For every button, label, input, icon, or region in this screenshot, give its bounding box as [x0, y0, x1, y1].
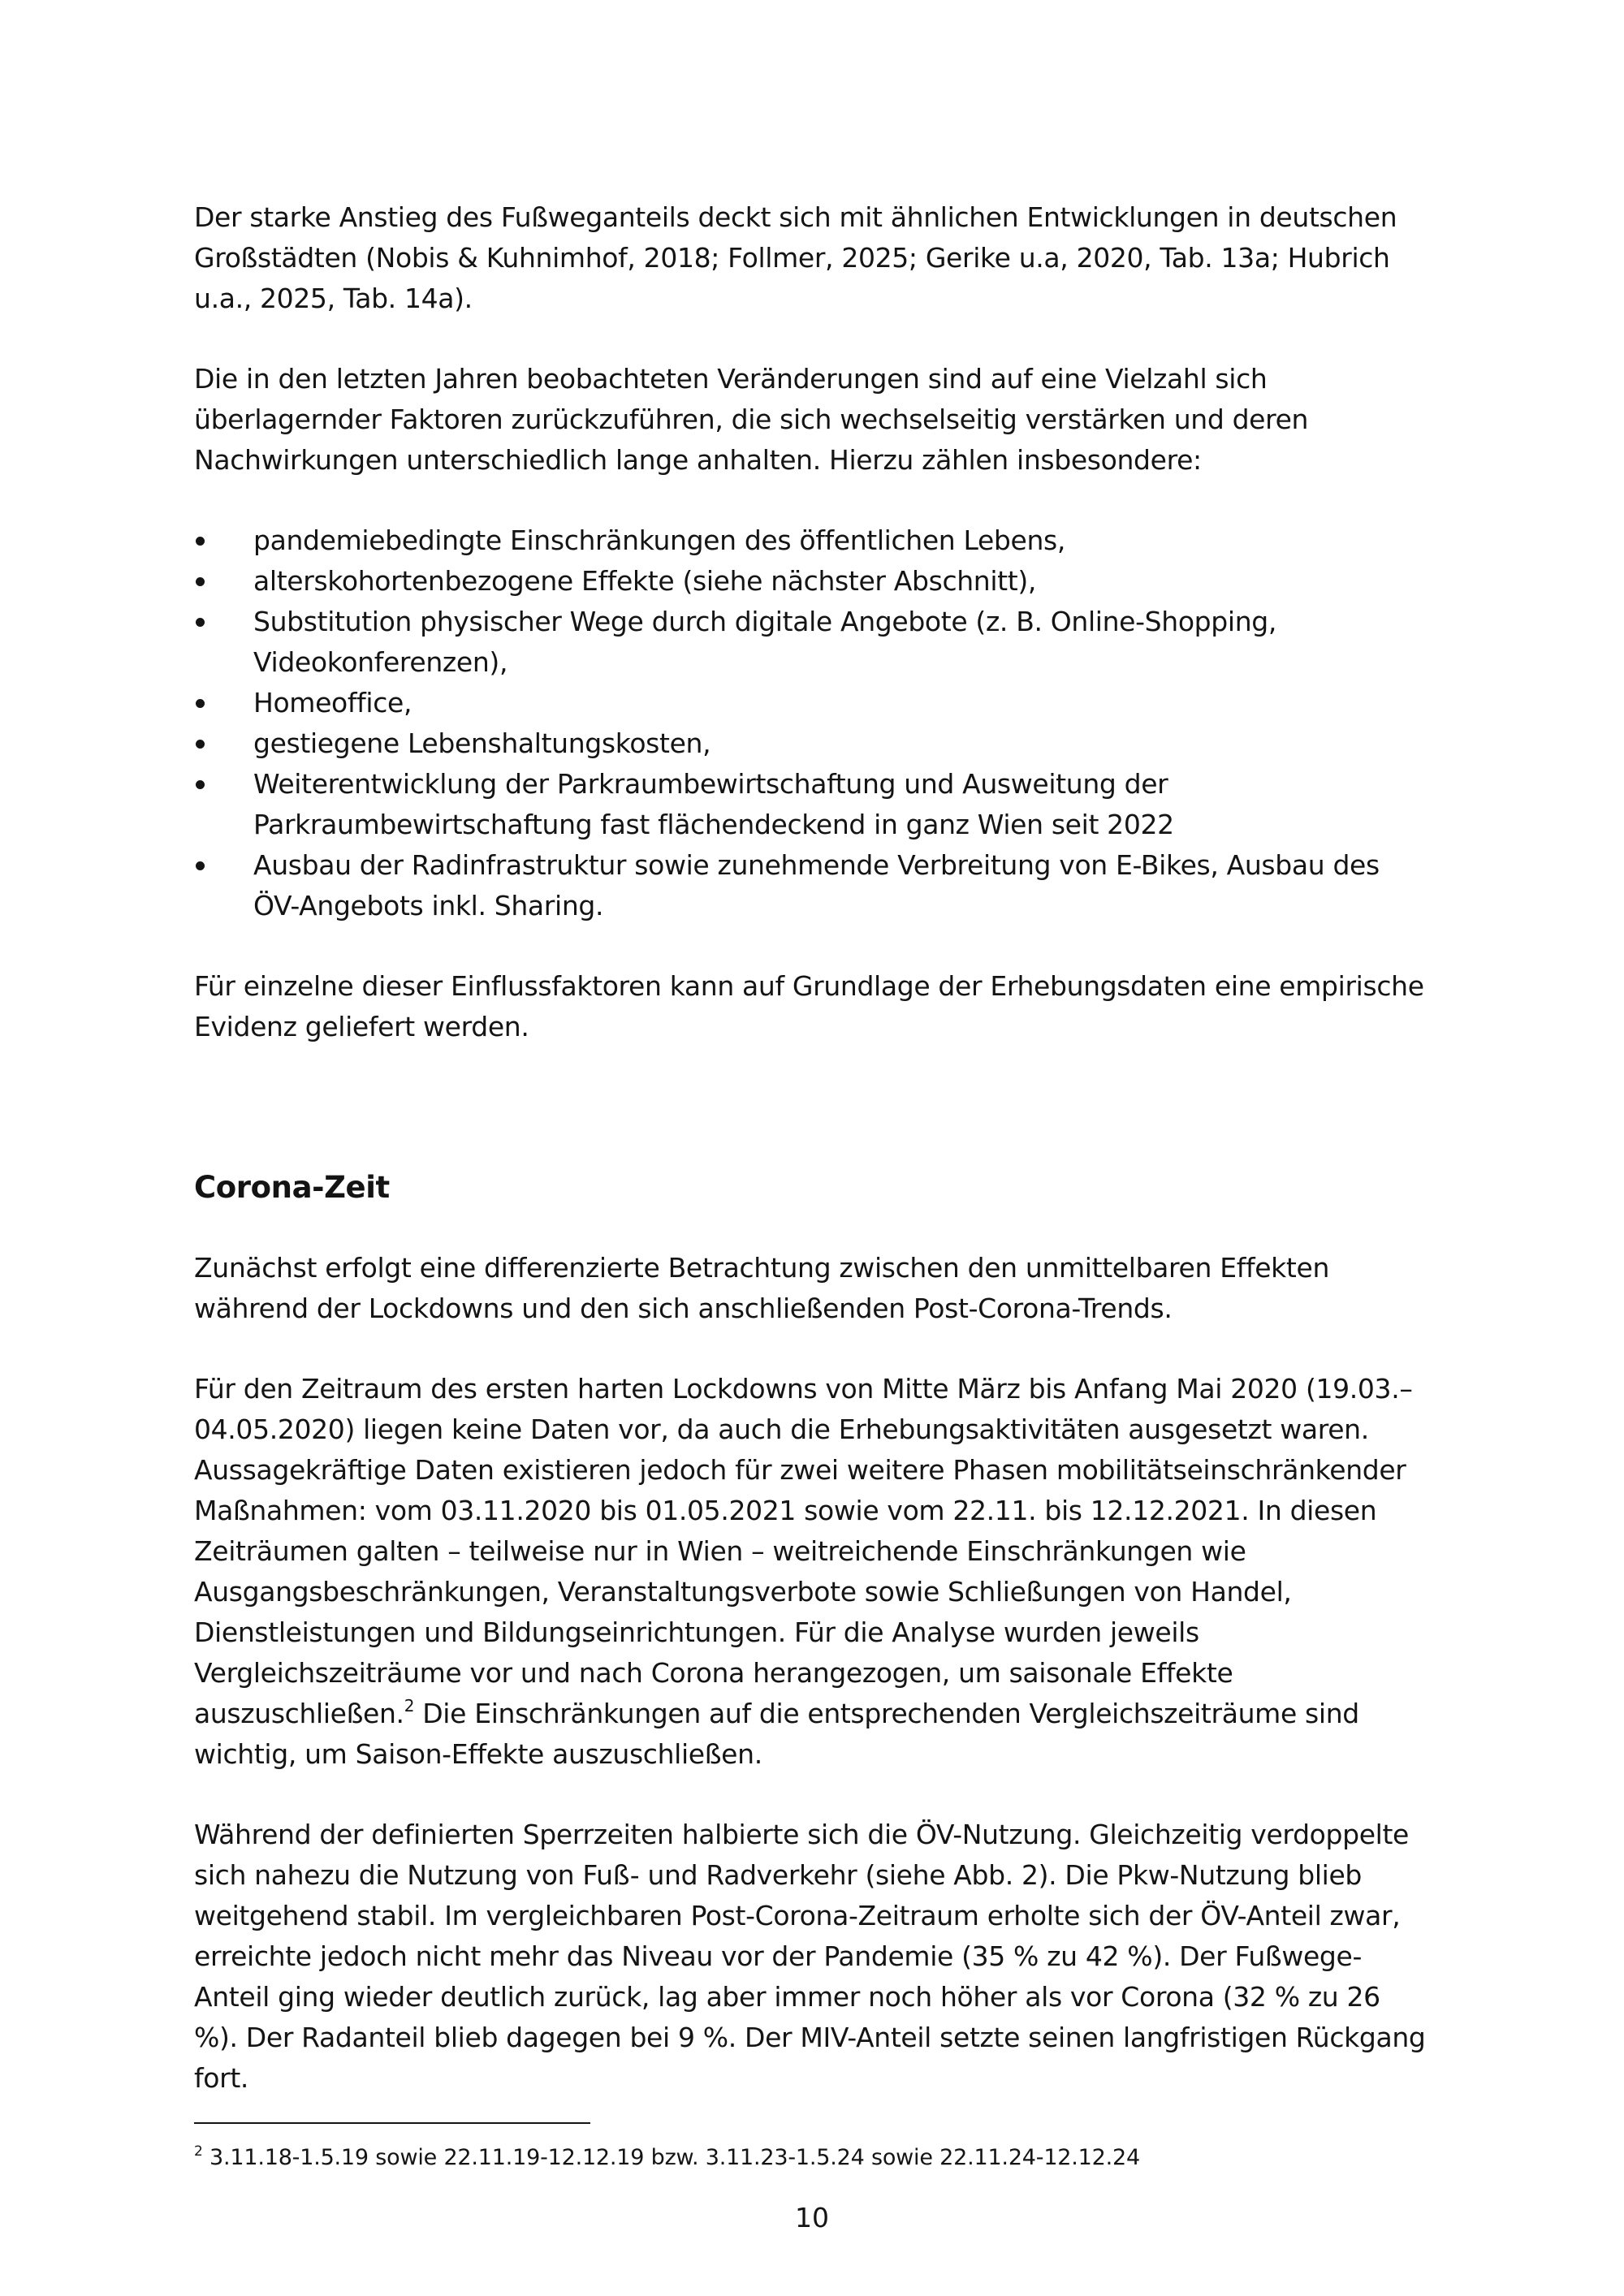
section-paragraph-2-text: Für den Zeitraum des ersten harten Lockdowns von Mitte März bis Anfang Mai 2020 (19.03.–04.05.2020) liegen keine Daten vor, da auch die Erhebungsaktivitäten ausgesetzt waren. Aussagekräftige Daten existieren jedoch für zwei weitere Phasen mobilitätseinschränkender Maßnahmen: vom 03.11.2020 bis 01.05.2021 sowie vom 22.11. bis 12.12.2021. In diesen Zeiträumen galten – teilweise nur in Wien – weitreichende Einschränkungen wie Ausgangsbeschränkungen, Veranstaltungsverbote sowie Schließungen von Handel, Dienstleistungen und Bildungseinrichtungen. Für die Analyse wurden jeweils Vergleichszeiträume vor und nach Corona herangezogen, um saisonale Effekte auszuschließen. — [194, 1373, 1413, 1729]
list-item — [194, 845, 1430, 926]
list-item-text: Weiterentwicklung der Parkraumbewirtschaftung und Ausweitung der Parkraumbewirtschaftung fast flächendeckend in ganz Wien seit 2022 — [253, 768, 1174, 840]
bullet-icon — [196, 740, 205, 749]
list-item — [194, 602, 1430, 683]
list-item-text: gestiegene Lebenshaltungskosten, — [253, 727, 711, 759]
bullet-icon — [196, 577, 205, 586]
footnote-divider — [194, 2122, 590, 2124]
section-paragraph-3: Während der definierten Sperrzeiten halbierte sich die ÖV-Nutzung. Gleichzeitig verdoppelte sich nahezu die Nutzung von Fuß- und Radverkehr (siehe Abb. 2). Die Pkw-Nutzung blieb weitgehend stabil. Im vergleichbaren Post-Corona-Zeitraum erholte sich der ÖV-Anteil zwar, erreichte jedoch nicht mehr das Niveau vor der Pandemie (35 % zu 42 %). Der Fußwege-Anteil ging wieder deutlich zurück, lag aber immer noch höher als vor Corona (32 % zu 26 %). Der Radanteil blieb dagegen bei 9 %. Der MIV-Anteil setzte seinen langfristigen Rückgang fort. — [194, 1819, 1426, 2094]
section-paragraph-2 — [194, 1369, 1430, 1775]
list-item-text: Homeoffice, — [253, 687, 412, 719]
intro-paragraph-1: Der starke Anstieg des Fußweganteils deckt sich mit ähnlichen Entwicklungen in deutschen Großstädten (Nobis & Kuhnimhof, 2018; Follmer, 2025; Gerike u.a, 2020, Tab. 13a; Hubrich u.a., 2025, Tab. 14a). — [194, 201, 1397, 314]
section-paragraph-2-text-continued: Die Einschränkungen auf die entsprechenden Vergleichszeiträume sind wichtig, um Saison-Effekte auszuschließen. — [194, 1698, 1359, 1770]
footnote-text: 3.11.18-1.5.19 sowie 22.11.19-12.12.19 bzw. 3.11.23-1.5.24 sowie 22.11.24-12.12.24 — [209, 2145, 1140, 2170]
bullet-icon — [196, 699, 205, 708]
evidence-paragraph: Für einzelne dieser Einflussfaktoren kann auf Grundlage der Erhebungsdaten eine empirische Evidenz geliefert werden. — [194, 970, 1424, 1042]
bullet-icon — [196, 537, 205, 546]
section-paragraph-1: Zunächst erfolgt eine differenzierte Betrachtung zwischen den unmittelbaren Effekten während der Lockdowns und den sich anschließenden Post-Corona-Trends. — [194, 1252, 1330, 1324]
list-item — [194, 561, 1430, 602]
footnote-reference[interactable]: 2 — [404, 1696, 415, 1716]
list-item — [194, 764, 1430, 845]
list-item-text: Ausbau der Radinfrastruktur sowie zunehmende Verbreitung von E-Bikes, Ausbau des ÖV-Angebots inkl. Sharing. — [253, 849, 1380, 921]
page-body — [194, 197, 1430, 2099]
page-number: 10 — [795, 2202, 829, 2233]
bullet-icon — [196, 780, 205, 789]
section-heading: Corona-Zeit — [194, 1170, 390, 1205]
footnote — [194, 2143, 1140, 2173]
list-item — [194, 683, 1430, 723]
bullet-icon — [196, 618, 205, 627]
list-item-text: pandemiebedingte Einschränkungen des öffentlichen Lebens, — [253, 524, 1066, 556]
footnote-marker: 2 — [194, 2143, 203, 2160]
list-item-text: Substitution physischer Wege durch digitale Angebote (z. B. Online-Shopping, Videokonferenzen), — [253, 606, 1276, 678]
bullet-icon — [196, 861, 205, 870]
factor-list — [194, 520, 1430, 926]
list-item-text: alterskohortenbezogene Effekte (siehe nächster Abschnitt), — [253, 565, 1037, 597]
intro-paragraph-2: Die in den letzten Jahren beobachteten Veränderungen sind auf eine Vielzahl sich überlagernder Faktoren zurückzuführen, die sich wechselseitig verstärken und deren Nachwirkungen unterschiedlich lange anhalten. Hierzu zählen insbesondere: — [194, 363, 1309, 476]
list-item — [194, 520, 1430, 561]
list-item — [194, 723, 1430, 764]
